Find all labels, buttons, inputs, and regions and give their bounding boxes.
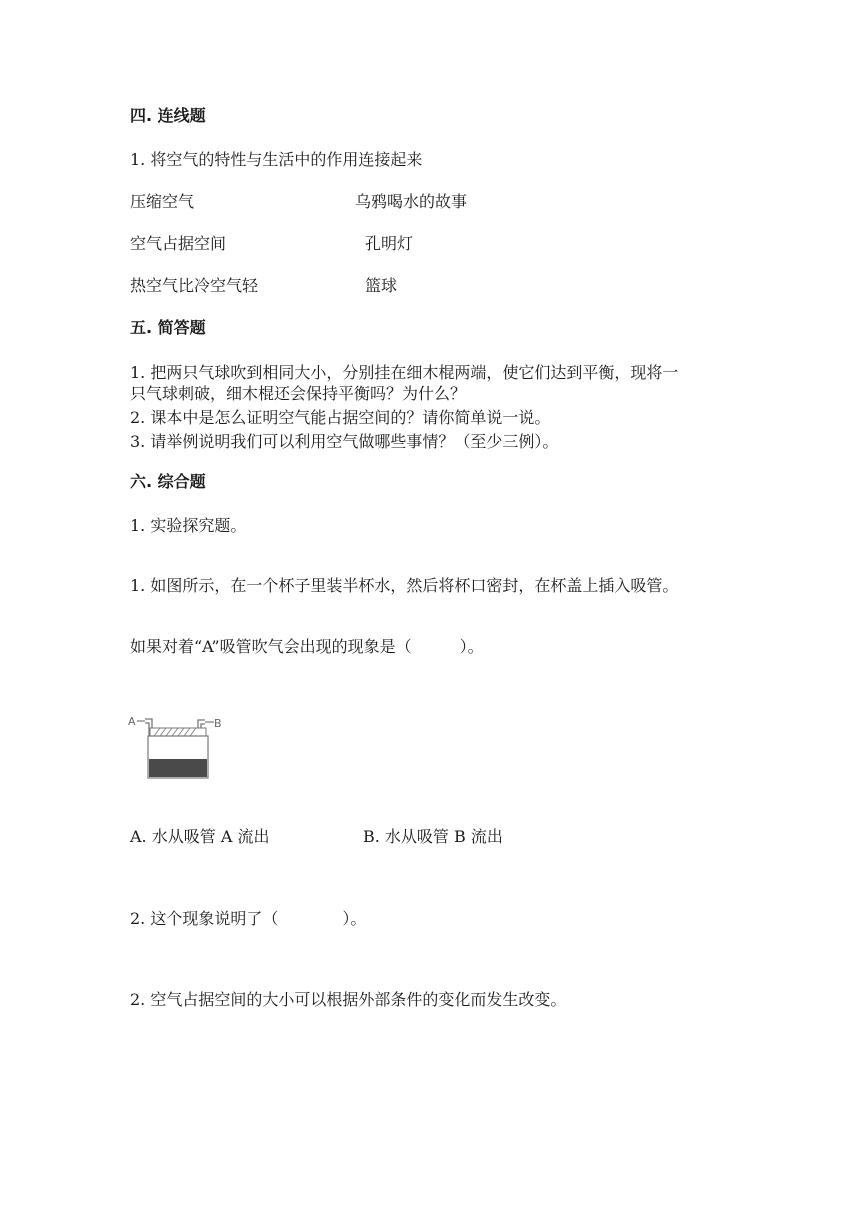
match-left-item-2: 空气占据空间 — [130, 234, 227, 253]
option-a: A. 水从吸管 A 流出 — [130, 827, 270, 846]
match-right-item-1: 乌鸦喝水的故事 — [355, 192, 468, 211]
section-4-question-1: 1. 将空气的特性与生活中的作用连接起来 — [130, 150, 423, 169]
section-4-heading: 四. 连线题 — [130, 106, 206, 125]
option-b: B. 水从吸管 B 流出 — [363, 827, 503, 846]
section-5-question-2: 2. 课本中是怎么证明空气能占据空间的？请你简单说一说。 — [130, 408, 551, 427]
match-right-item-2: 孔明灯 — [365, 234, 414, 253]
match-left-item-3: 热空气比冷空气轻 — [130, 276, 259, 295]
cup-straw-figure — [128, 712, 228, 782]
section-5-question-1-line-2: 只气球刺破，细木棍还会保持平衡吗？为什么？ — [130, 384, 467, 403]
figure-label-a: A — [128, 715, 136, 728]
section-5-heading: 五. 简答题 — [130, 318, 206, 337]
match-right-item-3: 篮球 — [365, 276, 398, 295]
section-6-subquestion-1: 1. 如图所示，在一个杯子里装半杯水，然后将杯口密封，在杯盖上插入吸管。 — [130, 576, 679, 595]
section-6-question-2: 2. 空气占据空间的大小可以根据外部条件的变化而发生改变。 — [130, 990, 567, 1009]
cup-diagram — [128, 712, 228, 782]
section-6-heading: 六. 综合题 — [130, 472, 206, 491]
section-6-question-1: 1. 实验探究题。 — [130, 516, 247, 535]
section-5-question-1-line-1: 1. 把两只气球吹到相同大小，分别挂在细木棍两端，使它们达到平衡，现将一 — [130, 363, 679, 382]
match-left-item-1: 压缩空气 — [130, 192, 195, 211]
figure-label-b: B — [214, 717, 222, 730]
section-6-subquestion-1-prompt: 如果对着“A”吸管吹气会出现的现象是（ ）。 — [130, 637, 484, 656]
section-5-question-3: 3. 请举例说明我们可以利用空气做哪些事情？（至少三例）。 — [130, 432, 559, 451]
section-6-subquestion-2: 2. 这个现象说明了（ ）。 — [130, 909, 367, 928]
